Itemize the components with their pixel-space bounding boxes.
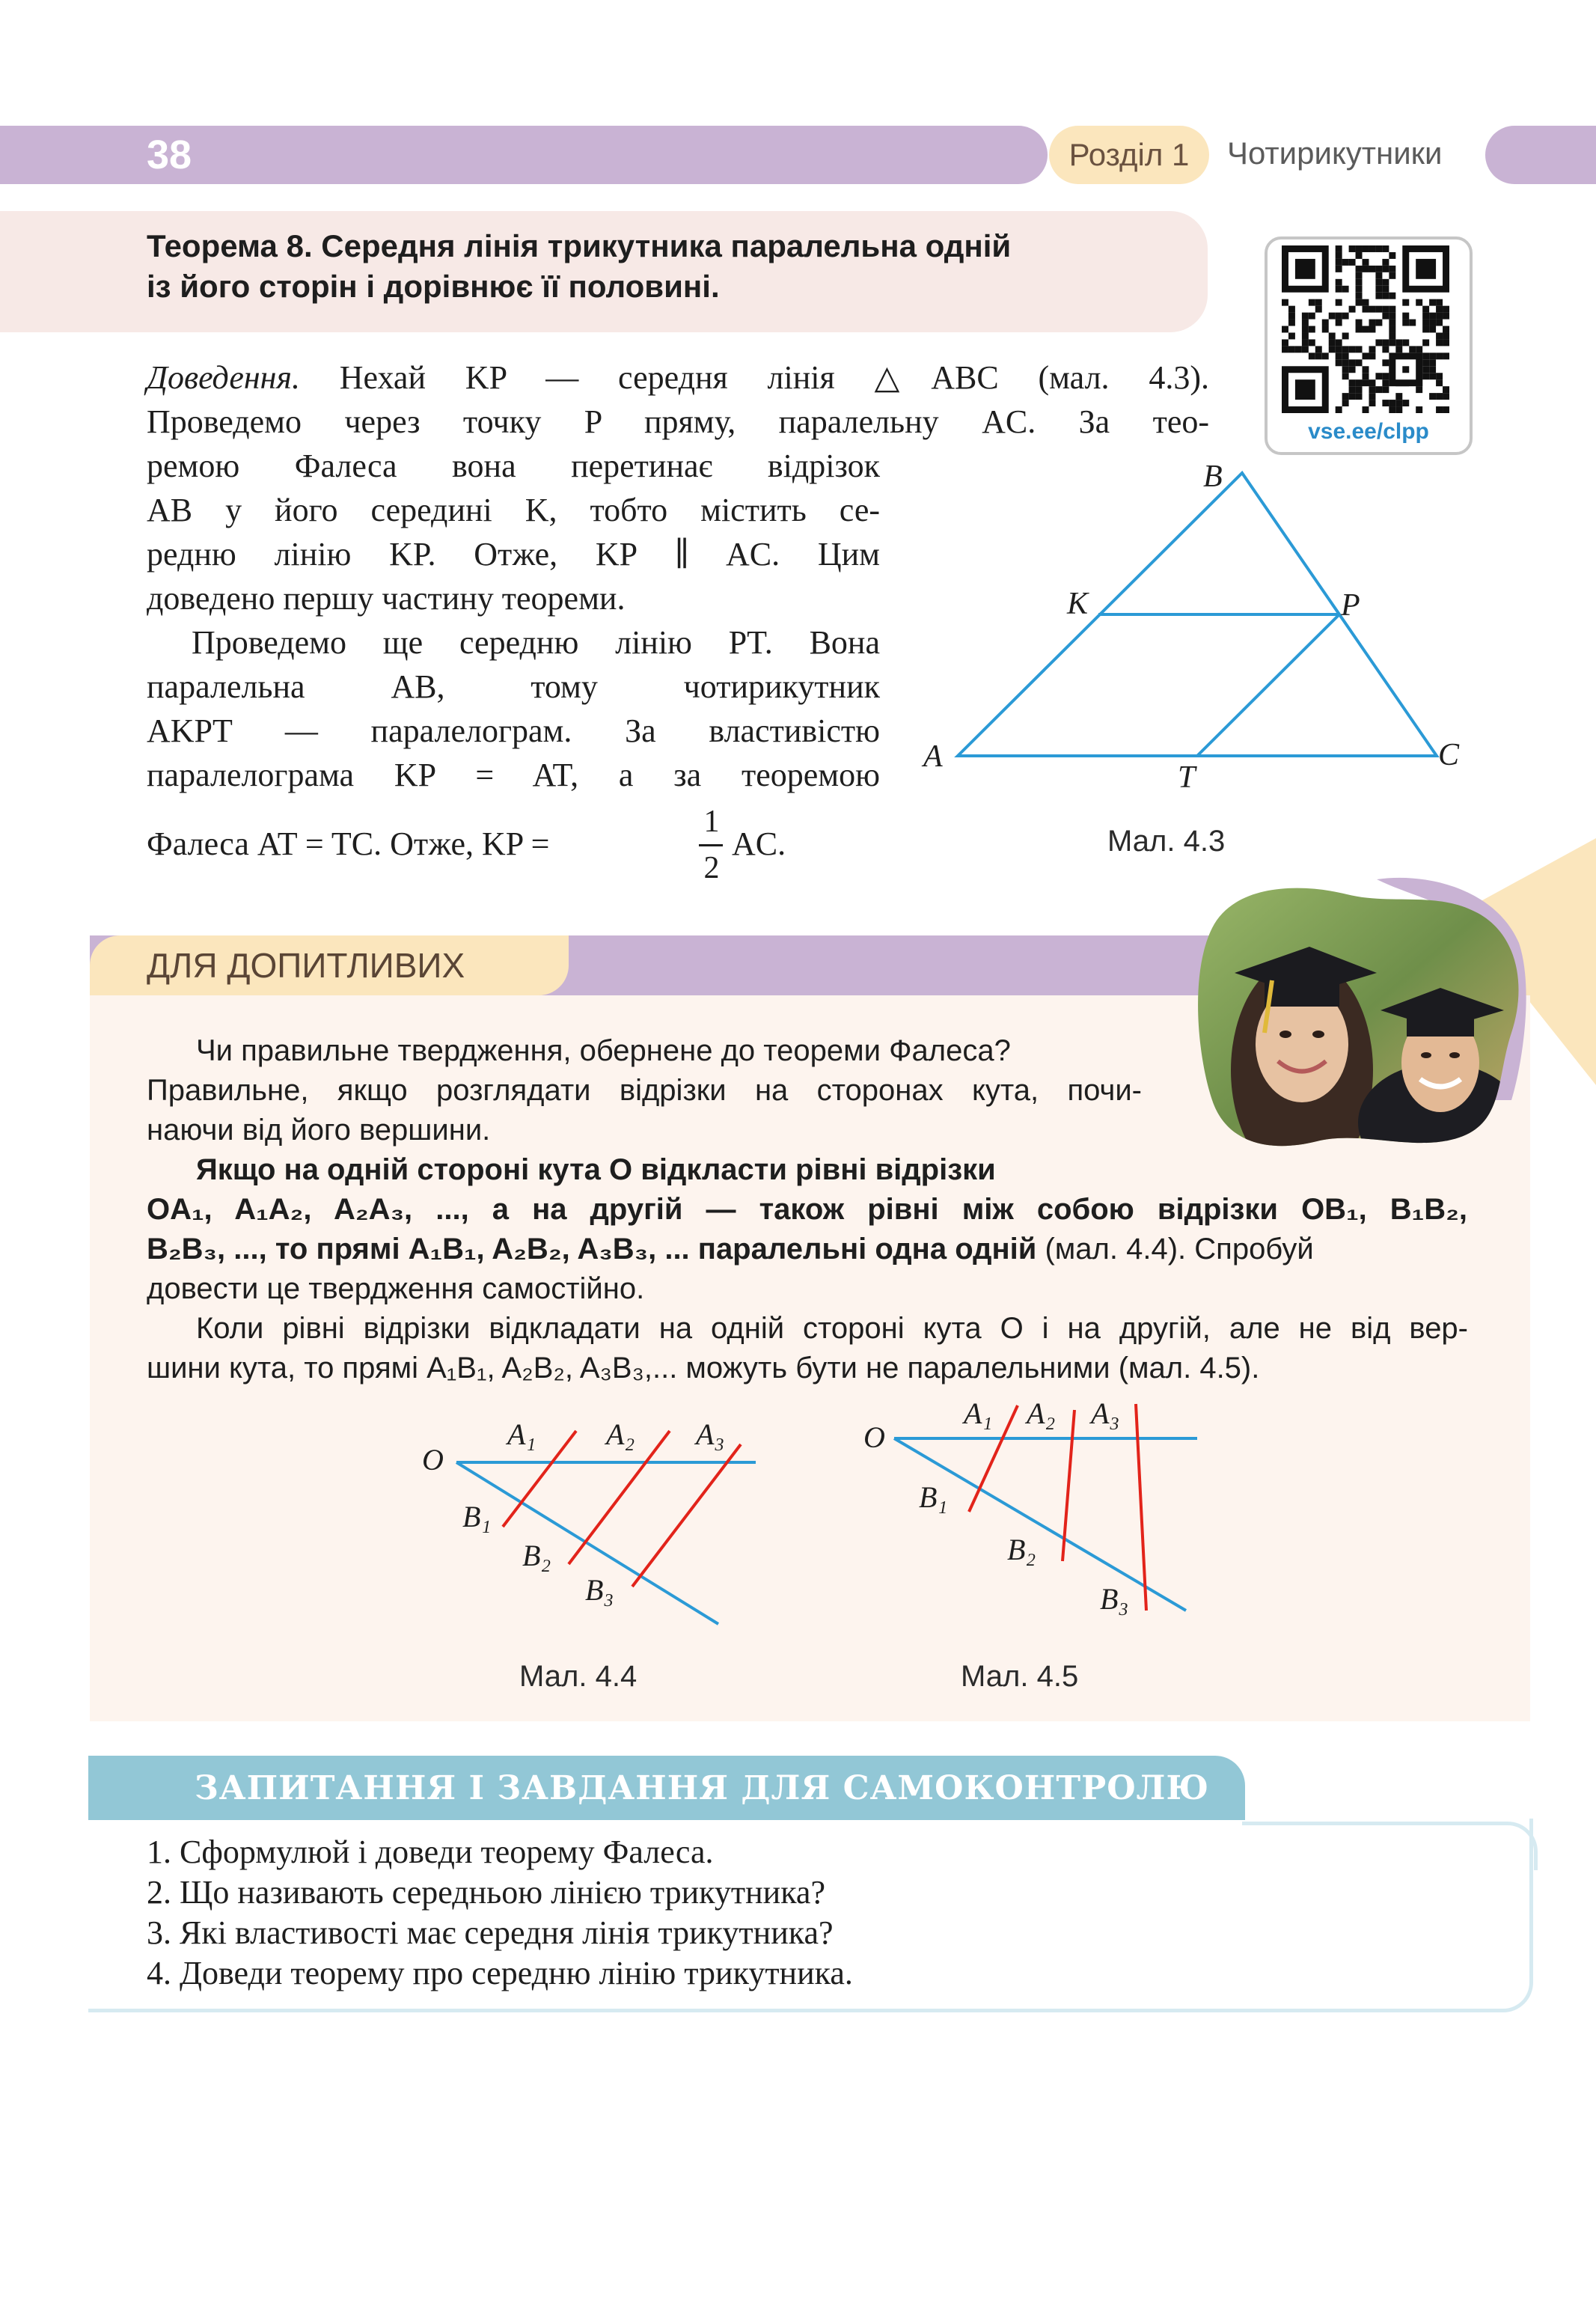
label-a3: A₃ [696,1417,725,1451]
label-b2: B₂ [1007,1533,1036,1566]
fraction-denominator: 2 [703,851,720,885]
label-b1: B₁ [919,1480,948,1514]
figure-caption: Мал. 4.5 [961,1660,1079,1693]
questions-list [147,1832,853,1994]
fraction-bar [699,844,723,846]
proof-line-conclusion: Фалеса AT = TC. Отже, KP = [147,825,550,862]
label-b2: B₂ [522,1539,551,1572]
label-a2: A₂ [606,1417,635,1451]
proof-line: ремою Фалеса вона перетинає відрізок [147,448,880,484]
curious-paragraph-line: Чи правильне твердження, обернене до теореми Фалеса? [196,1034,1011,1067]
curious-paragraph-line: Коли рівні відрізки відкладати на одній стороні кута O і на другій, але не від вер- [196,1312,1468,1345]
midline-pt [1197,614,1339,756]
line-a2b2 [1063,1410,1074,1561]
curious-paragraph-line: шини кута, то прямі A₁B₁, A₂B₂, A₃B₃,... можуть бути не паралельними (мал. 4.5). [147,1352,1260,1385]
qr-link[interactable]: vse.ee/clpp [1308,419,1429,444]
proof-line: редню лінію KP. Отже, KP ∥ AC. Цим [147,536,880,573]
proof-line: Проведемо ще середню лінію PT. Вона [192,624,880,661]
label-a1: A₁ [964,1396,993,1430]
questions-title: ЗАПИТАННЯ І ЗАВДАННЯ ДЛЯ САМОКОНТРОЛЮ [88,1756,1245,1820]
curious-paragraph-line: довести це твердження самостійно. [147,1272,645,1305]
label-o: O [422,1443,444,1477]
label-b3: B₃ [1100,1582,1129,1616]
proof-line: AB у його середині K, тобто містить се- [147,492,880,528]
label-k: K [1067,587,1089,621]
figure-4-4 [404,1407,778,1639]
figure-4-5 [853,1392,1227,1639]
label-b: B [1203,464,1223,494]
line-a3b3 [1136,1404,1146,1611]
curious-statement-line: Якщо на одній стороні кута O відкласти рівні відрізки [196,1153,996,1186]
proof-line: паралельна AB, тому чотирикутник [147,668,880,705]
label-t: T [1178,760,1196,793]
chapter-title: Чотирикутники [1227,135,1443,171]
label-p: P [1341,588,1360,623]
curious-statement-line: OA₁, A₁A₂, A₂A₃, ..., а на другій — також рівні між собою відрізки OB₁, B₁B₂, [147,1193,1467,1226]
page-number: 38 [147,132,192,177]
graduates-photo [1190,876,1526,1160]
header-band-end [1485,126,1596,184]
label-a: A [923,739,943,774]
label-o: O [863,1420,885,1454]
line-a3b3 [632,1444,741,1587]
theorem-line: Теорема 8. Середня лінія трикутника паралельна одній [147,228,1012,263]
proof-line: доведено першу частину теореми. [147,580,626,617]
label-a1: A₁ [507,1417,536,1451]
question-item: 2. Що називають середньою лінією трикутника? [147,1874,825,1911]
label-a3: A₃ [1091,1396,1120,1430]
fraction-numerator: 1 [703,805,720,839]
proof-line: Проведемо через точку P пряму, паралельну AC. За тео- [147,403,1209,440]
theorem-line: із його сторін і дорівнює її половині. [147,269,720,304]
proof-line: AKPT — паралелограм. За властивістю [147,712,880,749]
label-c: C [1438,738,1460,772]
proof-line: Доведення. Нехай KP — середня лінія △ABC (мал. 4.3). [147,359,1209,396]
figure-caption: Мал. 4.4 [519,1660,638,1693]
curious-paragraph-line: Правильне, якщо розглядати відрізки на сторонах кута, почи- [147,1074,1142,1107]
question-item: 1. Сформулюй і доведи теорему Фалеса. [147,1834,714,1870]
proof-line: паралелограма KP = AT, а за теоремою [147,757,880,793]
proof-line-suffix: AC. [732,825,786,862]
label-b3: B₃ [585,1573,614,1607]
question-item: 4. Доведи теорему про середню лінію трикутника. [147,1955,853,1991]
figure-4-3 [898,464,1482,793]
label-b1: B₁ [462,1500,492,1533]
section-label: Розділ 1 [1049,126,1209,184]
qr-code-icon[interactable] [1277,245,1455,413]
theorem-statement [147,226,1209,307]
figure-caption: Мал. 4.3 [1107,825,1226,858]
question-item: 3. Які властивості має середня лінія трикутника? [147,1914,834,1951]
curious-paragraph-line: наючи від його вершини. [147,1114,491,1147]
curious-section-title: ДЛЯ ДОПИТЛИВИХ [90,935,569,995]
curious-statement-line: B₂B₃, ..., то прямі A₁B₁, A₂B₂, A₃B₃, ... паралельні одна одній (мал. 4.4). Спробуй [147,1233,1314,1266]
label-a2: A₂ [1027,1396,1056,1430]
